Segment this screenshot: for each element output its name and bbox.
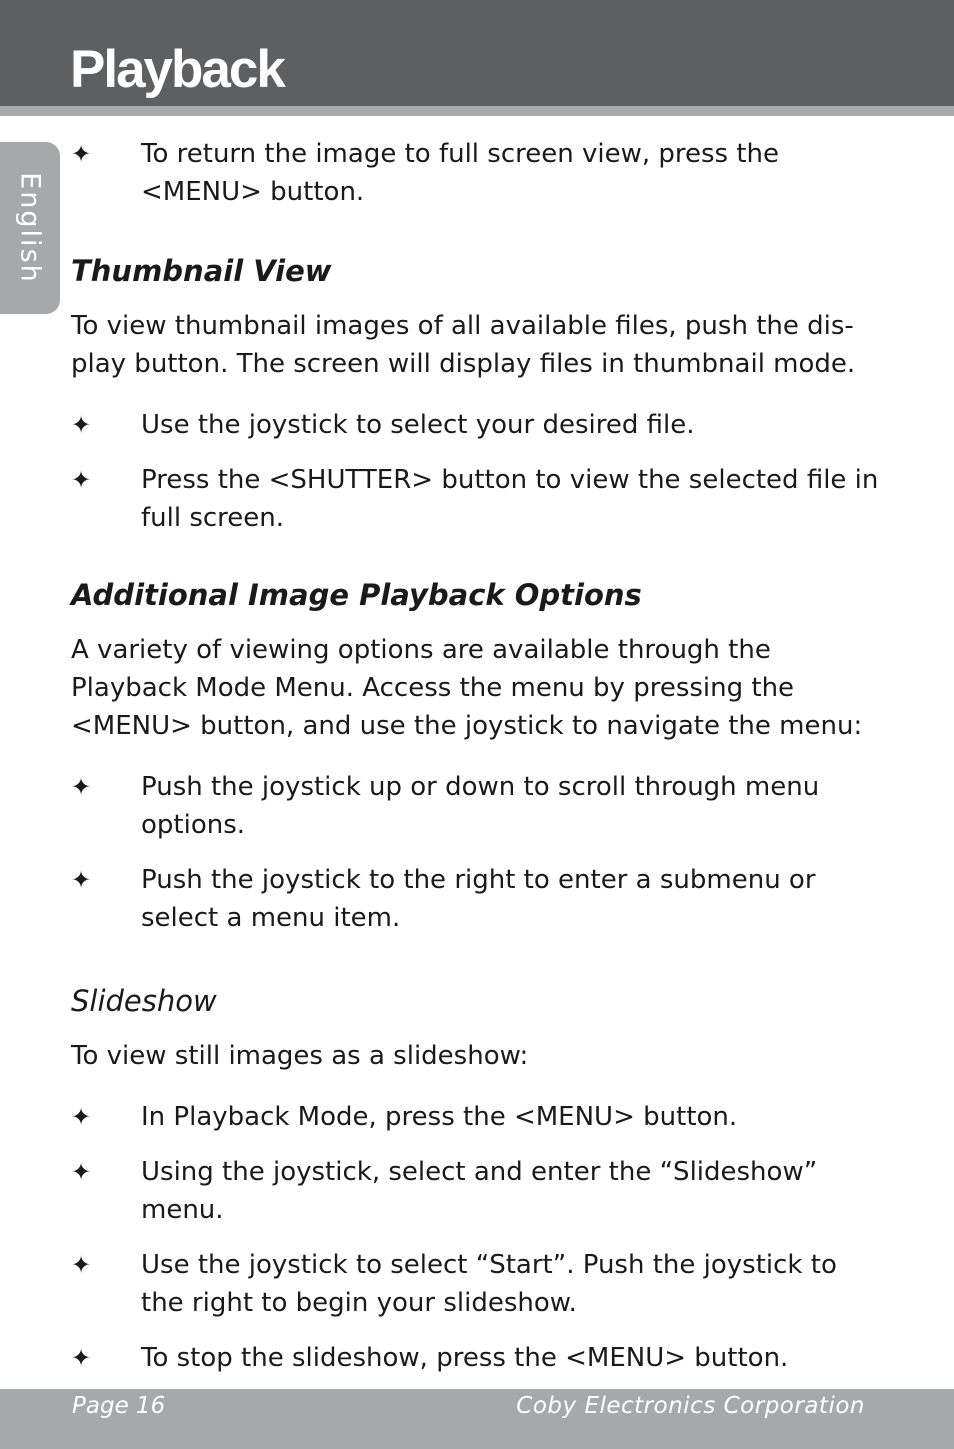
list-item-text: To stop the slideshow, press the <MENU> button. bbox=[141, 1343, 789, 1373]
list-item bbox=[71, 861, 886, 937]
star-bullet-icon: ✦ bbox=[71, 466, 92, 494]
list-item-text: Use the joystick to select your desired file. bbox=[141, 410, 695, 440]
list-item-text: Push the joystick up or down to scroll through menu options. bbox=[141, 772, 820, 840]
header-stripe bbox=[0, 106, 954, 116]
list-item bbox=[71, 1153, 886, 1229]
page-number: Page 16 bbox=[72, 1393, 166, 1419]
list-item-text: Using the joystick, select and enter the “Slideshow” menu. bbox=[141, 1157, 818, 1225]
star-bullet-icon: ✦ bbox=[71, 411, 92, 439]
list-item bbox=[71, 135, 886, 211]
company-name: Coby Electronics Corporation bbox=[516, 1393, 865, 1419]
star-bullet-icon: ✦ bbox=[71, 1103, 92, 1131]
list-item bbox=[71, 1339, 886, 1377]
star-bullet-icon: ✦ bbox=[71, 1344, 92, 1372]
list-item-text: Use the joystick to select “Start”. Push the joystick to the right to begin your slideshow. bbox=[141, 1250, 837, 1318]
paragraph: A variety of viewing options are available through the Playback Mode Menu. Access the menu by pressing the <MENU> button, and use the joystick to navigate the menu: bbox=[71, 635, 863, 741]
language-tab bbox=[0, 142, 60, 314]
star-bullet-icon: ✦ bbox=[71, 140, 92, 168]
star-bullet-icon: ✦ bbox=[71, 866, 92, 894]
section-heading-slideshow: Slideshow bbox=[71, 984, 217, 1018]
list-item bbox=[71, 1098, 886, 1136]
star-bullet-icon: ✦ bbox=[71, 1158, 92, 1186]
language-tab-label: English bbox=[14, 172, 46, 284]
list-item-text: To return the image to full screen view, press the <MENU> button. bbox=[141, 139, 780, 207]
list-item-text: Press the <SHUTTER> button to view the selected file in full screen. bbox=[141, 465, 879, 533]
paragraph: To view still images as a slideshow: bbox=[71, 1041, 529, 1071]
list-item bbox=[71, 406, 886, 444]
list-item bbox=[71, 1246, 886, 1322]
paragraph: To view thumbnail images of all available files, push the dis-play button. The screen will display files in thumbnail mode. bbox=[71, 311, 856, 379]
star-bullet-icon: ✦ bbox=[71, 773, 92, 801]
section-heading-thumbnail-view: Thumbnail View bbox=[71, 254, 332, 288]
list-item-text: In Playback Mode, press the <MENU> button. bbox=[141, 1102, 738, 1132]
section-heading-additional-options: Additional Image Playback Options bbox=[71, 578, 642, 612]
page-content bbox=[71, 135, 886, 1377]
list-item bbox=[71, 461, 886, 537]
star-bullet-icon: ✦ bbox=[71, 1251, 92, 1279]
page-title: Playback bbox=[70, 40, 284, 99]
list-item-text: Push the joystick to the right to enter a submenu or select a menu item. bbox=[141, 865, 816, 933]
list-item bbox=[71, 768, 886, 844]
